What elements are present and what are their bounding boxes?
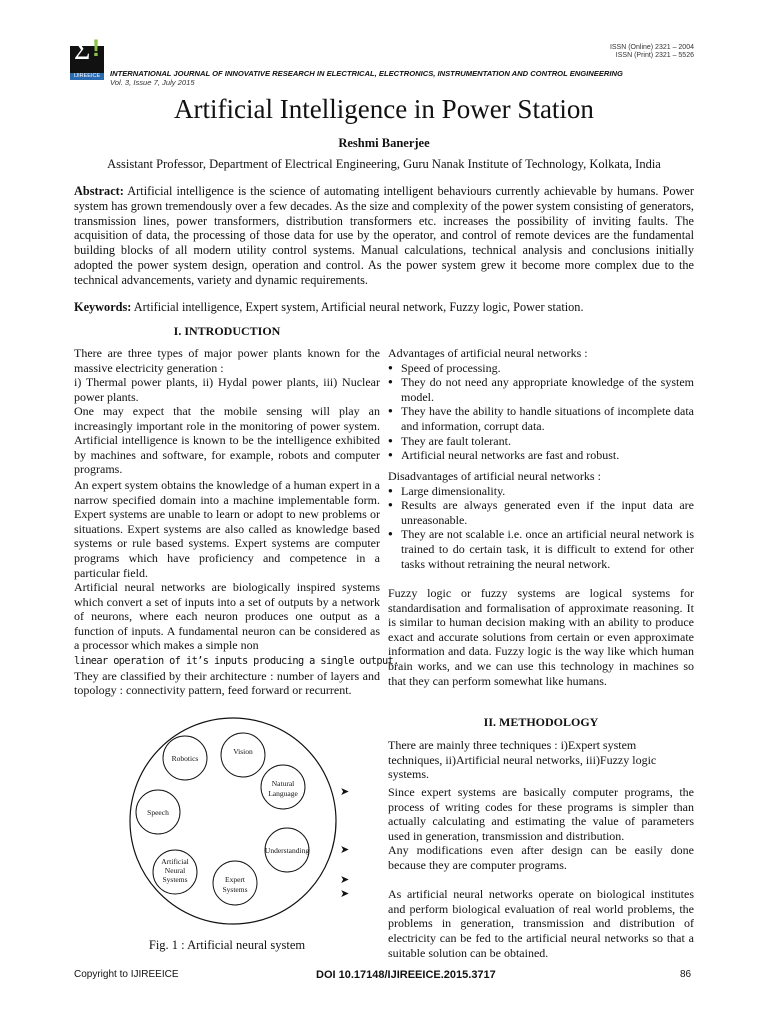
svg-text:Expert: Expert — [225, 875, 245, 884]
author: Reshmi Banerjee — [338, 136, 430, 150]
svg-text:Language: Language — [268, 789, 298, 798]
methodology-list — [340, 785, 694, 960]
advantage-item: ● They are fault tolerant. — [388, 434, 694, 449]
svg-text:Speech: Speech — [147, 808, 169, 817]
methodology-intro: There are mainly three techniques : i)Expert system techniques, ii)Artificial neural networks, iii)Fuzzy logic systems. — [388, 738, 657, 782]
intro-p4-mono: linear operation of it’s inputs producing a single output. — [74, 654, 399, 667]
page-number: 86 — [680, 969, 692, 980]
methodology-item: ➤ Since expert systems are basically computer programs, the process of writing codes for these programs is simpler than actually calculating and estimating the value of parameters used in generation, transmission and distribution. — [340, 785, 694, 843]
abstract-text: Artificial intelligence is the science of automating intelligent behaviours currently achievable by humans. Power system has grown tremendously over a few decades. As the size and complexity of the power system consisting of generators, transmission lines, power transformers, distribution transformers etc. increases the possibility of inviting faults. The acquisition of data, the processing of those data for use by the operator, and control of remote devices are the fundamental building blocks of all modern utility control systems. Manual calculations, technical analysis and conclusions initially adopted the power system design, operation and control. As the power system grew it become more complex due to the technical advancements, variety and dynamic requirements. — [74, 184, 694, 287]
doi: DOI 10.17148/IJIREEICE.2015.3717 — [316, 969, 496, 981]
issn-online: ISSN (Online) 2321 – 2004 — [609, 44, 694, 51]
journal-logo: Σ ! IJIREEICE — [70, 46, 104, 80]
advantages — [388, 346, 694, 463]
intro-p4 — [74, 580, 399, 698]
intro-p1-text: There are three types of major power plants known for the massive electricity generation : — [74, 346, 380, 375]
journal-volume: Vol. 3, Issue 7, July 2015 — [110, 78, 195, 87]
disadvantage-item: ● Large dimensionality. — [388, 484, 694, 499]
svg-text:Robotics: Robotics — [171, 754, 199, 763]
disadvantages — [388, 469, 694, 571]
disadvantage-item: ● Results are always generated even if the input data are unreasonable. — [388, 498, 694, 527]
affiliation: Assistant Professor, Department of Electrical Engineering, Guru Nanak Institute of Technology, Kolkata, India — [107, 157, 661, 171]
advantage-item: ● Artificial neural networks are fast and robust. — [388, 448, 694, 463]
logo-text: IJIREEICE — [70, 73, 104, 80]
neural-system-diagram — [120, 715, 360, 935]
node-speech — [136, 790, 180, 834]
issn — [610, 44, 694, 60]
intro-p2: One may expect that the mobile sensing will play an increasingly important role in the monitoring of power system. Artificial intelligence is known to be the intelligence exhibited by machines and software, for example, robots and computer programs. — [74, 404, 380, 477]
svg-text:Systems: Systems — [222, 885, 248, 894]
methodology-item: ➤ — [340, 873, 350, 886]
disadvantages-label: Disadvantages of artificial neural networks : — [388, 469, 601, 483]
intro-p4-text: Artificial neural networks are biologically inspired systems which convert a set of inputs into a set of outputs by a network of neurons, where each neuron produces one output as a function of inputs. A fundamental neuron can be considered as a processor which makes a simple non — [74, 580, 380, 653]
svg-text:Vision: Vision — [233, 747, 253, 756]
advantages-label: Advantages of artificial neural networks : — [388, 346, 588, 360]
svg-text:Understanding: Understanding — [264, 846, 310, 855]
node-robotics — [163, 736, 207, 780]
svg-text:Systems: Systems — [162, 875, 188, 884]
intro-p1 — [74, 346, 380, 404]
figure-caption: Fig. 1 : Artificial neural system — [148, 938, 306, 952]
svg-text:Artificial: Artificial — [161, 857, 189, 866]
issn-print: ISSN (Print) 2321 – 5526 — [615, 52, 694, 59]
node-expert-systems — [213, 861, 257, 905]
abstract-label: Abstract: — [74, 184, 124, 198]
advantage-item: ● They have the ability to handle situations of incomplete data and information, corrupt data. — [388, 404, 694, 433]
node-artificial-neural-systems — [153, 850, 197, 894]
intro-p1-list: i) Thermal power plants, ii) Hydal power plants, iii) Nuclear power plants. — [74, 375, 380, 404]
journal-name: INTERNATIONAL JOURNAL OF INNOVATIVE RESEARCH IN ELECTRICAL, ELECTRONICS, INSTRUMENTATION AND CONTROL ENGINEERING — [110, 69, 623, 78]
node-natural-language — [261, 765, 305, 809]
advantage-item: ● Speed of processing. — [388, 361, 694, 376]
keywords — [74, 300, 694, 315]
paper-title: Artificial Intelligence in Power Station — [174, 94, 594, 124]
intro-p3: An expert system obtains the knowledge of a human expert in a narrow specified domain into a machine implementable form. Expert systems are unable to learn or adopt to new problems or situations. Expert systems are also called as knowledge based systems or rule based systems. Expert systems are computer programs which have proficiency and competence in a particular field. — [74, 478, 380, 580]
intro-heading: I. INTRODUCTION — [173, 324, 281, 338]
svg-text:Neural: Neural — [164, 866, 186, 875]
node-vision — [221, 733, 265, 777]
svg-text:Natural: Natural — [271, 779, 295, 788]
keywords-label: Keywords: — [74, 300, 132, 314]
fuzzy-paragraph: Fuzzy logic or fuzzy systems are logical systems for standardisation and formalisation of approximate reasoning. It is similar to human decision making with an ability to produce exact and accurate solutions from certain or even approximate information and data. Fuzzy logic is the way like which human brain works, and we can use this technology in machines so that they can perform somewhat like humans. — [388, 586, 694, 688]
abstract — [74, 184, 694, 288]
disadvantage-item: ● They are not scalable i.e. once an artificial neural network is trained to do certain task, it is difficult to extend for other tasks without retraining the neural network. — [388, 527, 694, 571]
methodology-heading: II. METHODOLOGY — [483, 715, 599, 729]
methodology-item: ➤ As artificial neural networks operate on biological institutes and perform biological evaluation of real world problems, the problems in generation, transmission and distribution of electricity can be fed to the artificial neural networks so that a suitable solution can be obtained. — [340, 887, 694, 960]
intro-p4-end: They are classified by their architecture : number of layers and topology : connectivity pattern, feed forward or recurrent. — [74, 668, 380, 698]
keywords-text: Artificial intelligence, Expert system, Artificial neural network, Fuzzy logic, Power station. — [133, 300, 584, 314]
advantage-item: ● They do not need any appropriate knowledge of the system model. — [388, 375, 694, 404]
copyright: Copyright to IJIREEICE — [74, 969, 179, 980]
node-understanding — [265, 828, 309, 872]
methodology-item: ➤ Any modifications even after design can be easily done because they are computer programs. — [340, 843, 694, 872]
